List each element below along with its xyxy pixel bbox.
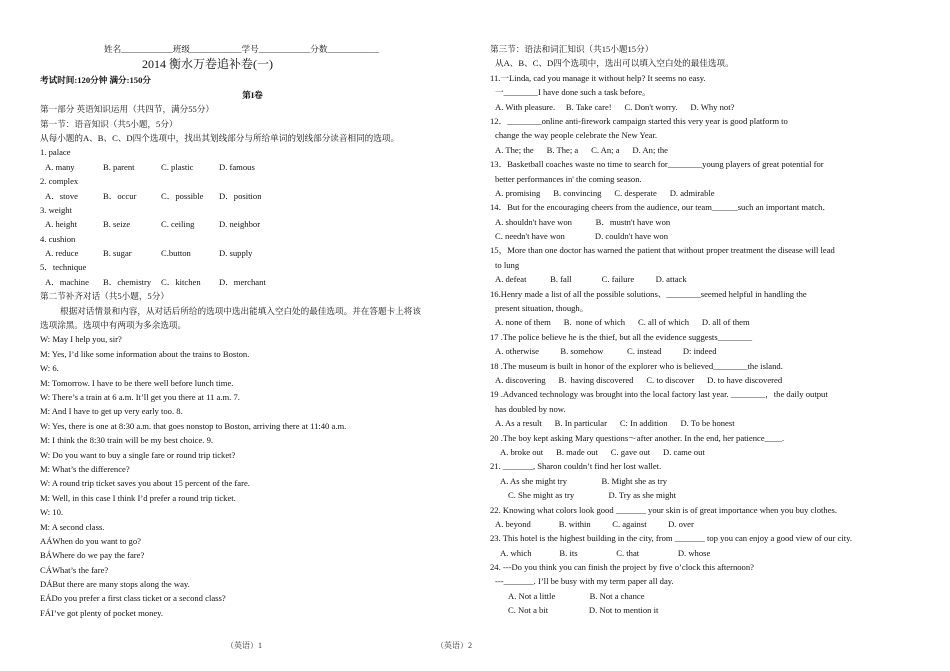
volume-heading: 第I卷 [242,89,263,100]
dialogue-line: M: A second class. [40,521,105,532]
grammar-line: 21. _______, Sharon couldn’t find her lost wallet. [490,461,662,472]
phonetics-option: A．machine [45,276,89,287]
grammar-line: A. which B. its C. that D. whose [500,547,711,558]
grammar-line: 14．But for the encouraging cheers from the audience, our team______such an important match． [490,202,832,213]
dialogue-line: W: 10. [40,507,64,518]
right-column [490,42,920,618]
phonetics-option: D. supply [219,248,253,259]
grammar-line: 24. ---Do you think you can finish the project by five o’clock this afternoon? [490,562,754,573]
footer-page-2: （英语）2 [436,641,472,650]
dialogue-choice: DÁBut there are many stops along the way. [40,579,190,590]
grammar-line: A. As she might try B. Might she as try [500,475,668,486]
grammar-line: A. otherwise B. somehow C. instead D: indeed [495,346,717,357]
section2-heading: 第二节补齐对话（共5小题，5分） [40,291,169,302]
phonetics-question: 5．technique [40,262,87,273]
dialogue-line: M: Well, in this case I think I’d prefer a round trip ticket. [40,492,236,503]
grammar-questions [490,71,920,618]
phonetics-option: C．kitchen [161,276,201,287]
phonetics-questions [40,145,465,289]
grammar-line: C. She might as try D. Try as she might [508,490,677,501]
grammar-line: change the way people celebrate the New Year. [495,130,658,141]
phonetics-question: 4. cushion [40,233,76,244]
grammar-line: 20 .The boy kept asking Mary questions～after another. In the end, her patience____. [490,432,785,443]
section2-instructions-1: 根据对话情景和内容，从对话后所给的选项中选出能填入空白处的最佳选项。并在答题卡上将该 [60,305,421,316]
grammar-line: 17 .The police believe he is the thief, but all the evidence suggests________ [490,331,753,342]
dialogue-line: M: What’s the difference? [40,463,130,474]
phonetics-option: C．possible [161,190,204,201]
grammar-line: 22. Knowing what colors look good _______ your skin is of great importance when you buy clothes. [490,504,838,515]
phonetics-option: B. seize [103,219,131,230]
grammar-line: 12．________online anti-firework campaign started this very year is good platform to [490,115,788,126]
phonetics-options [40,160,465,174]
section1-instructions: 从每小题的A、B、C、D四个选项中，找出其划线部分与所给单词的划线部分读音相同的选项。 [40,132,400,143]
section2-instructions-2: 选项涂黑。选项中有两项为多余选项。 [40,320,187,331]
phonetics-option: A. height [45,219,77,230]
phonetics-option: A．stove [45,190,78,201]
exam-info: 考试时间:120分钟 满分:150分 [40,75,151,86]
grammar-line: A. beyond B. within C. against D. over [495,518,694,529]
left-column [40,42,465,620]
phonetics-option: A. many [45,161,75,172]
grammar-line: 16.Henry made a list of all the possible solutions、________seemed helpful in handling the [490,288,807,299]
dialogue-line: W: There’s a train at 6 a.m. It’ll get you there at 11 a.m. 7. [40,391,240,402]
phonetics-options [40,275,465,289]
grammar-line: to lung [495,259,520,270]
grammar-line: 19 .Advanced technology was brought into the local factory last year. ________，the daily output [490,389,828,400]
dialogue-line: W: 6. [40,363,59,374]
dialogue-choices [40,534,465,620]
grammar-line: 18 .The museum is built in honor of the explorer who is believed________the island. [490,360,783,371]
exam-title: 2014 衡水万卷追补卷(一) [142,57,273,72]
phonetics-option: B．chemistry [103,276,152,287]
dialogue-choice: CÁWhat’s the fare? [40,564,109,575]
dialogue-line: W: Yes, there is one at 8:30 a.m. that goes nonstop to Boston, arriving there at 11:40 a.m. [40,420,347,431]
phonetics-option: D. famous [219,161,255,172]
grammar-line: 15，More than one doctor has warned the patient that without proper treatment the disease will lead [490,245,835,256]
phonetics-option: D．merchant [219,276,266,287]
phonetics-option: D．position [219,190,262,201]
dialogue-line: M: Tomorrow. I have to be there well before lunch time. [40,377,234,388]
grammar-line: A. discovering B. having discovered C. to discover D. to have discovered [495,374,783,385]
section3-instructions: 从A、B、C、D四个选项中，选出可以填入空白处的最佳选项。 [495,58,734,69]
grammar-line: present situation, though。 [495,303,589,314]
dialogue-choice: FÁI’ve got plenty of pocket money. [40,607,164,618]
phonetics-options [40,246,465,260]
dialogue-choice: EÁDo you prefer a first class ticket or a second class? [40,593,226,604]
phonetics-option: B. sugar [103,248,132,259]
phonetics-question: 1. palace [40,147,71,158]
dialogue-line: W: Do you want to buy a single fare or round trip ticket? [40,449,236,460]
dialogue-line: W: May I help you, sir? [40,334,122,345]
grammar-line: 13．Basketball coaches waste no time to search for________young players of great potential for [490,159,824,170]
grammar-line: 11.一Linda, cad you manage it without help? It seems no easy. [490,72,706,83]
part1-heading: 第一部分 英语知识运用（共四节，满分55分） [40,104,215,115]
grammar-line: C. needn't have won D. couldn't have won [495,231,669,242]
section3-heading: 第三节：语法和词汇知识（共15小题15分） [490,44,654,54]
dialogue-choice: AÁWhen do you want to go? [40,535,141,546]
grammar-line: better performances in' the coming season. [495,173,642,184]
grammar-line: A. As a result B. In particular C: In addition D. To be honest [495,418,735,429]
phonetics-question: 2. complex [40,176,79,187]
dialogue-line: W: A round trip ticket saves you about 15 percent of the fare. [40,478,250,489]
phonetics-question: 3. weight [40,204,72,215]
grammar-line: A. promising B. convincing C. desperate D. admirable [495,187,715,198]
grammar-line: 23. This hotel is the highest building in the city, from _______ top you can enjoy a good view of our city. [490,533,852,544]
grammar-line: A. broke out B. made out C. gave out D. came out [500,446,705,457]
grammar-line: A. shouldn't have won B．mustn't have won [495,216,671,227]
grammar-line: A. none of them B. none of which C. all of which D. all of them [495,317,750,328]
grammar-line: has doubled by now. [495,403,566,414]
phonetics-option: B. parent [103,161,135,172]
dialogue-choice: BÁWhere do we pay the fare? [40,550,145,561]
phonetics-options [40,217,465,231]
grammar-line: A. defeat B. fall C. failure D. attack [495,274,687,285]
grammar-line: A. Not a little B. Not a chance [508,590,645,601]
footer-page-1: （英语）1 [226,641,262,650]
phonetics-option: C. plastic [161,161,194,172]
dialogue-line: M: Yes, I’d like some information about the trains to Boston. [40,348,250,359]
dialogue-line: M: And I have to get up very early too. 8. [40,406,183,417]
phonetics-option: C.button [161,248,191,259]
grammar-line: 一________I have done such a task before。 [495,87,651,98]
phonetics-option: C. ceiling [161,219,195,230]
dialogue [40,332,465,533]
grammar-line: A. With pleasure. B. Take care! C. Don't worry. D. Why not? [495,101,735,112]
phonetics-option: B．occur [103,190,137,201]
grammar-line: A. The; the B. The; a C. An; a D. An; the [495,144,668,155]
dialogue-line: M: I think the 8:30 train will be my best choice. 9. [40,435,214,446]
grammar-line: C. Not a bit D. Not to mention it [508,605,659,616]
phonetics-option: A. reduce [45,248,79,259]
grammar-line: ---_______. I’ll be busy with my term paper all day. [495,576,674,587]
section1-heading: 第一节：语音知识（共5小题，5分） [40,118,178,129]
phonetics-option: D. neighbor [219,219,261,230]
phonetics-options [40,189,465,203]
name-line: 姓名____________班级____________学号____________分数____________ [104,44,380,54]
